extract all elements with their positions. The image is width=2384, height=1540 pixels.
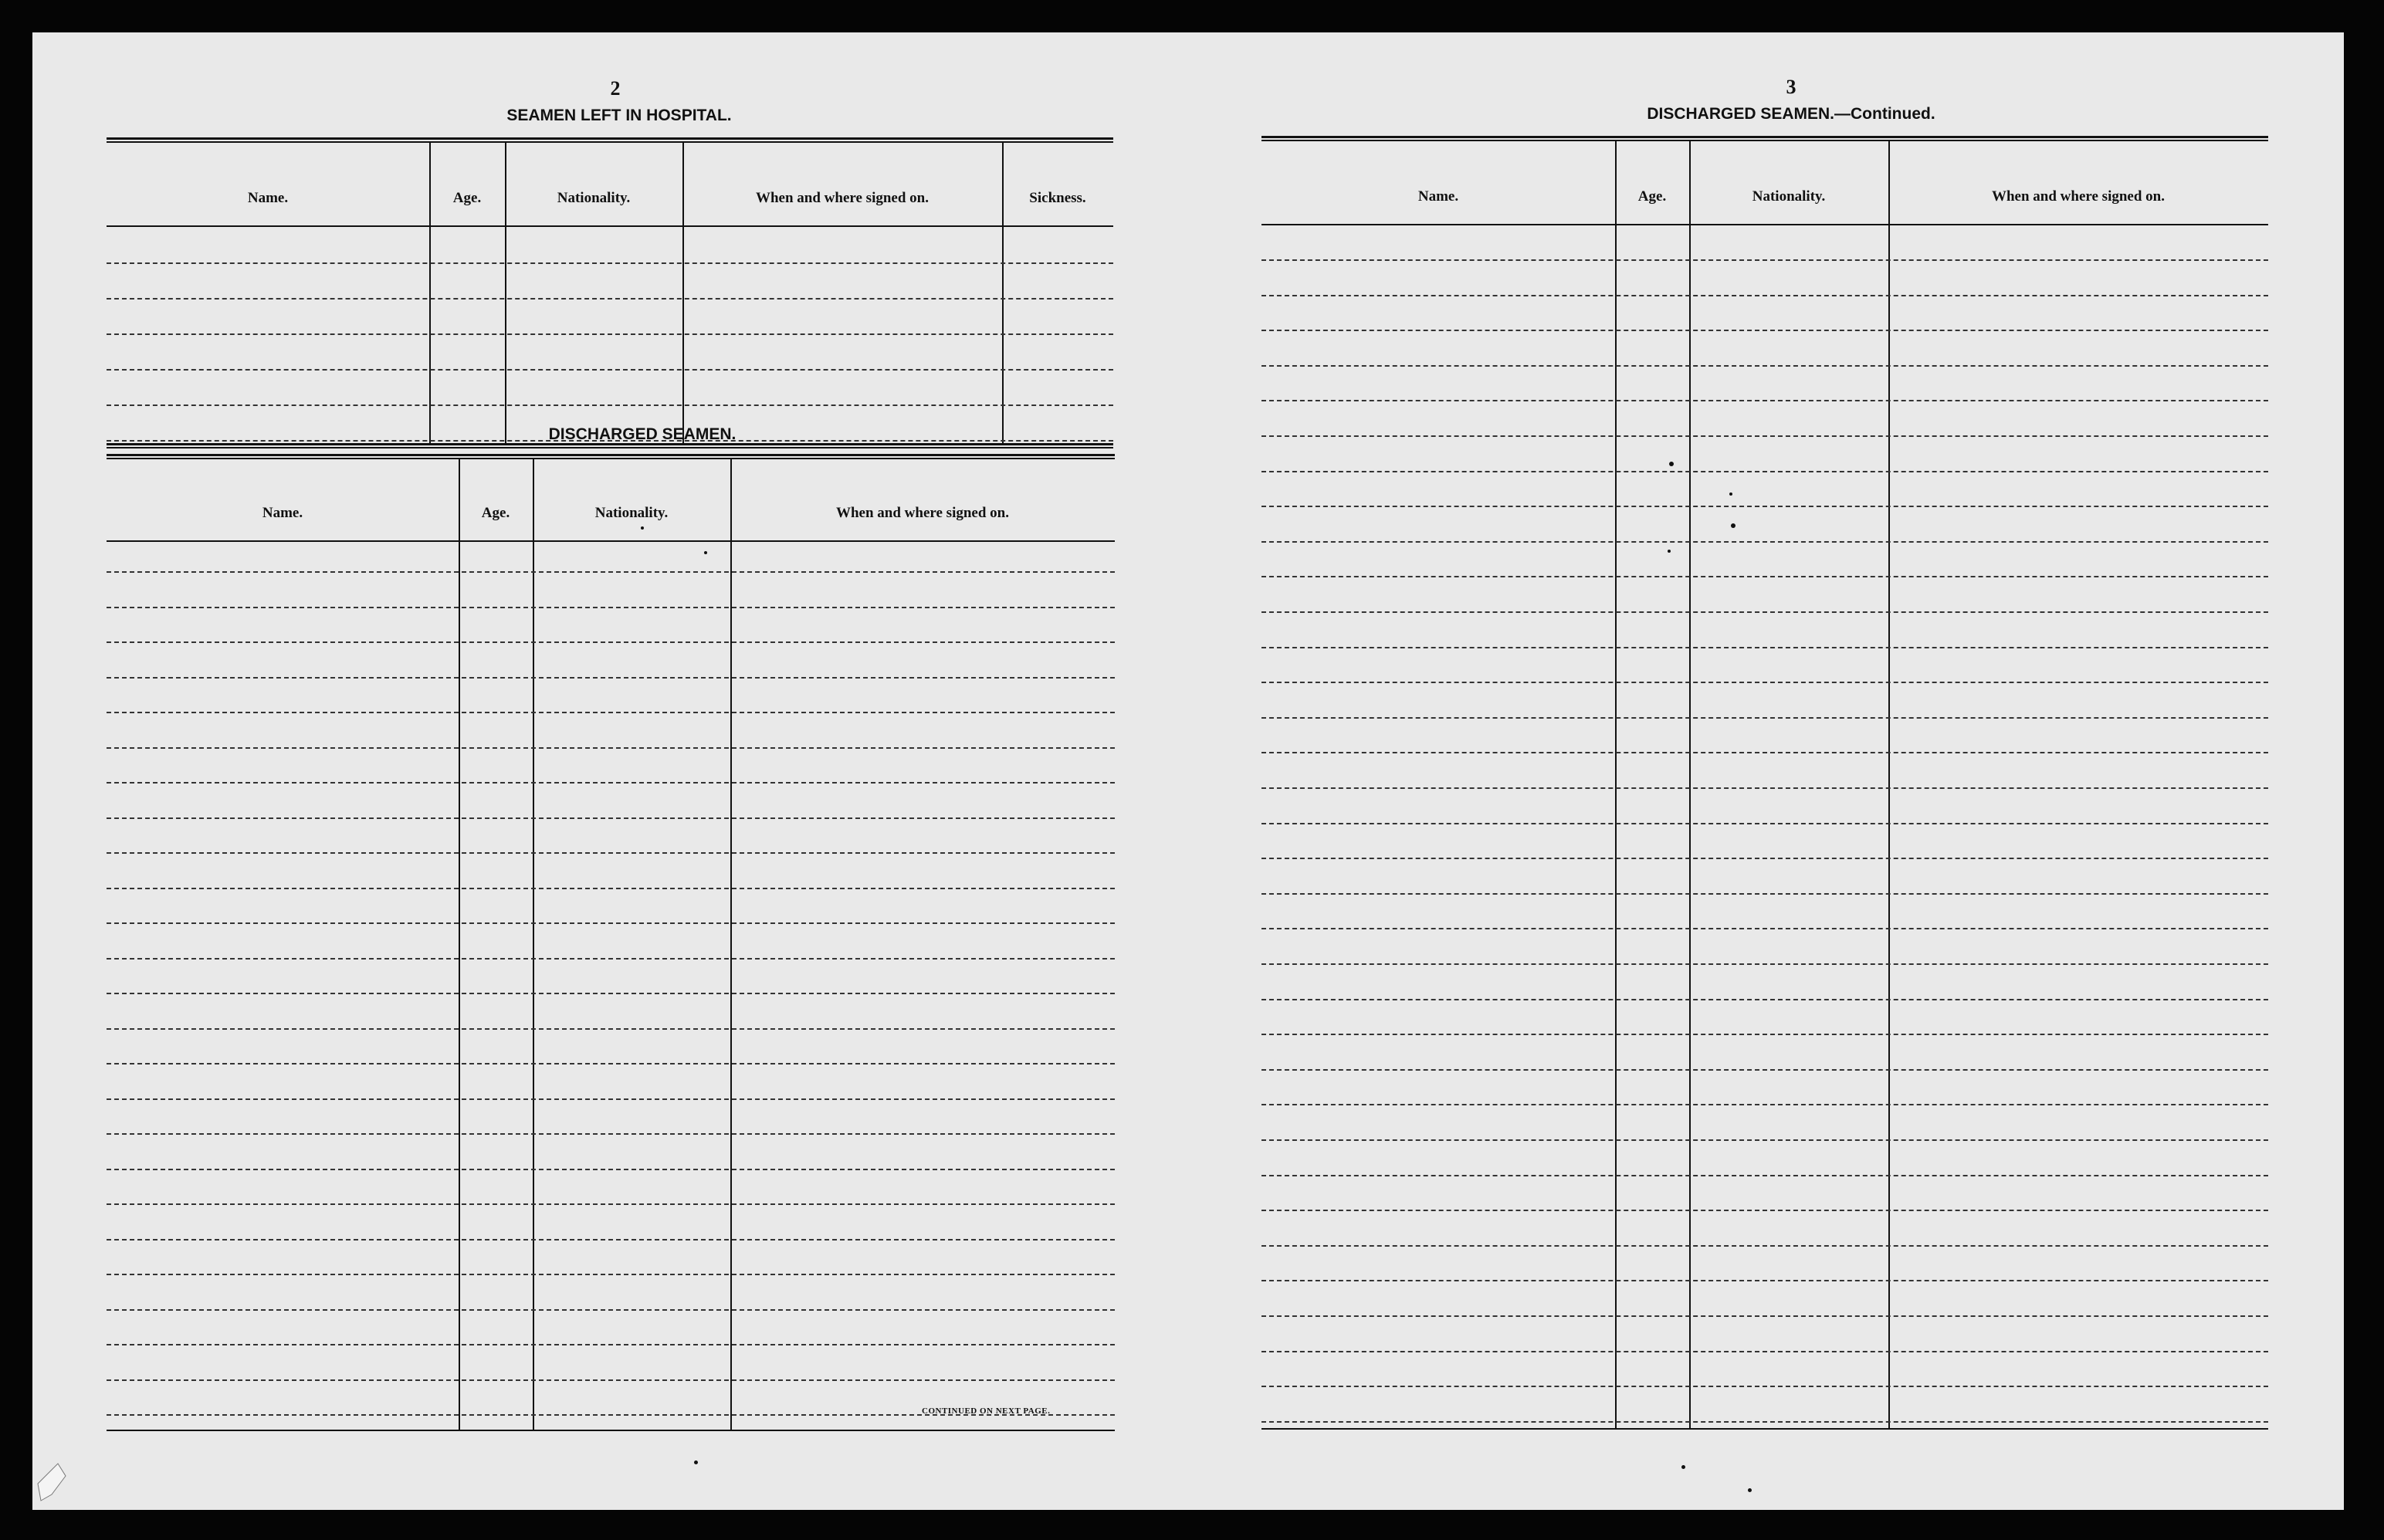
page-number-left: 2: [610, 77, 621, 100]
entry-row-line: [1261, 471, 2268, 472]
page-fold-corner: [35, 1460, 72, 1507]
discharged-section-title: DISCHARGED SEAMEN.: [548, 425, 737, 443]
hospital-col-signed-on: When and where signed on.: [755, 190, 929, 206]
entry-row-line: [1261, 858, 2268, 859]
entry-row-line: [107, 404, 1113, 406]
entry-row-line: [107, 712, 1115, 713]
entry-row-line: [107, 817, 1115, 819]
entry-row-line: [107, 747, 1115, 749]
ink-speck: [1729, 492, 1732, 496]
hospital-col-nationality: Nationality.: [557, 190, 631, 206]
entry-row-line: [1261, 787, 2268, 789]
entry-row-line: [1261, 1421, 2268, 1423]
ink-speck: [1681, 1465, 1685, 1469]
discharged-continued-table: [1261, 136, 2268, 1436]
entry-row-line: [1261, 400, 2268, 401]
entry-row-line: [1261, 1280, 2268, 1281]
entry-row-line: [107, 1098, 1115, 1100]
entry-row-line: [1261, 576, 2268, 577]
entry-row-line: [1261, 647, 2268, 648]
discharged-col-signed-on: When and where signed on.: [835, 505, 1009, 521]
entry-row-line: [1261, 928, 2268, 929]
entry-row-line: [107, 888, 1115, 889]
entry-row-line: [1261, 1245, 2268, 1247]
entry-row-line: [1261, 823, 2268, 824]
entry-row-line: [1261, 963, 2268, 965]
entry-row-line: [1261, 1069, 2268, 1071]
entry-row-line: [107, 958, 1115, 960]
entry-row-line: [107, 1239, 1115, 1240]
entry-row-line: [107, 1203, 1115, 1205]
hospital-col-name: Name.: [247, 190, 289, 206]
entry-row-line: [1261, 611, 2268, 613]
entry-row-line: [107, 1063, 1115, 1064]
continued-col-age: Age.: [1637, 188, 1667, 205]
entry-row-line: [107, 1169, 1115, 1170]
entry-row-line: [1261, 295, 2268, 296]
entry-row-line: [107, 1344, 1115, 1345]
hospital-table: [107, 137, 1113, 449]
entry-row-line: [107, 677, 1115, 679]
entry-row-line: [107, 1274, 1115, 1275]
entry-row-line: [1261, 893, 2268, 895]
entry-row-line: [107, 852, 1115, 854]
entry-row-line: [1261, 717, 2268, 719]
entry-row-line: [1261, 682, 2268, 683]
entry-row-line: [107, 571, 1115, 573]
continued-footnote: CONTINUED ON NEXT PAGE.: [922, 1406, 1051, 1416]
continued-col-signed-on: When and where signed on.: [1991, 188, 2165, 205]
ink-speck: [694, 1460, 698, 1464]
entry-row-line: [107, 607, 1115, 608]
entry-row-line: [107, 782, 1115, 784]
entry-row-line: [1261, 1315, 2268, 1317]
entry-row-line: [107, 1133, 1115, 1135]
entry-row-line: [1261, 1386, 2268, 1387]
entry-row-line: [1261, 1139, 2268, 1141]
entry-row-line: [1261, 506, 2268, 507]
entry-row-line: [1261, 1034, 2268, 1035]
entry-row-line: [107, 262, 1113, 264]
entry-row-line: [1261, 541, 2268, 543]
entry-row-line: [107, 333, 1113, 335]
entry-row-line: [107, 298, 1113, 300]
entry-row-line: [1261, 1210, 2268, 1211]
discharged-continued-title: DISCHARGED SEAMEN.—Continued.: [1647, 105, 1935, 123]
ink-speck: [1731, 523, 1736, 528]
entry-row-line: [107, 1028, 1115, 1030]
entry-row-line: [1261, 1104, 2268, 1105]
entry-row-line: [1261, 365, 2268, 367]
entry-row-line: [107, 922, 1115, 924]
page-number-right: 3: [1786, 76, 1796, 98]
entry-row-line: [1261, 999, 2268, 1000]
entry-row-line: [1261, 1175, 2268, 1176]
discharged-col-age: Age.: [481, 505, 510, 521]
continued-col-name: Name.: [1417, 188, 1459, 205]
discharged-col-name: Name.: [262, 505, 303, 521]
hospital-col-age: Age.: [452, 190, 482, 206]
entry-row-line: [1261, 435, 2268, 437]
continued-col-nationality: Nationality.: [1752, 188, 1826, 205]
ink-speck: [1669, 462, 1674, 466]
ink-speck: [1668, 550, 1671, 553]
entry-row-line: [1261, 259, 2268, 261]
entry-row-line: [107, 1379, 1115, 1381]
entry-row-line: [107, 369, 1113, 371]
document-sheet: [32, 32, 2344, 1510]
entry-row-line: [1261, 1351, 2268, 1352]
ink-speck: [1748, 1488, 1752, 1492]
entry-row-line: [107, 993, 1115, 994]
hospital-col-sickness: Sickness.: [1029, 190, 1086, 206]
discharged-table: [107, 454, 1115, 1436]
entry-row-line: [107, 641, 1115, 643]
ink-speck: [641, 526, 644, 530]
entry-row-line: [1261, 752, 2268, 753]
ink-speck: [704, 551, 707, 554]
entry-row-line: [1261, 330, 2268, 331]
entry-row-line: [107, 1309, 1115, 1311]
discharged-col-nationality: Nationality.: [594, 505, 669, 521]
hospital-section-title: SEAMEN LEFT IN HOSPITAL.: [506, 107, 732, 124]
